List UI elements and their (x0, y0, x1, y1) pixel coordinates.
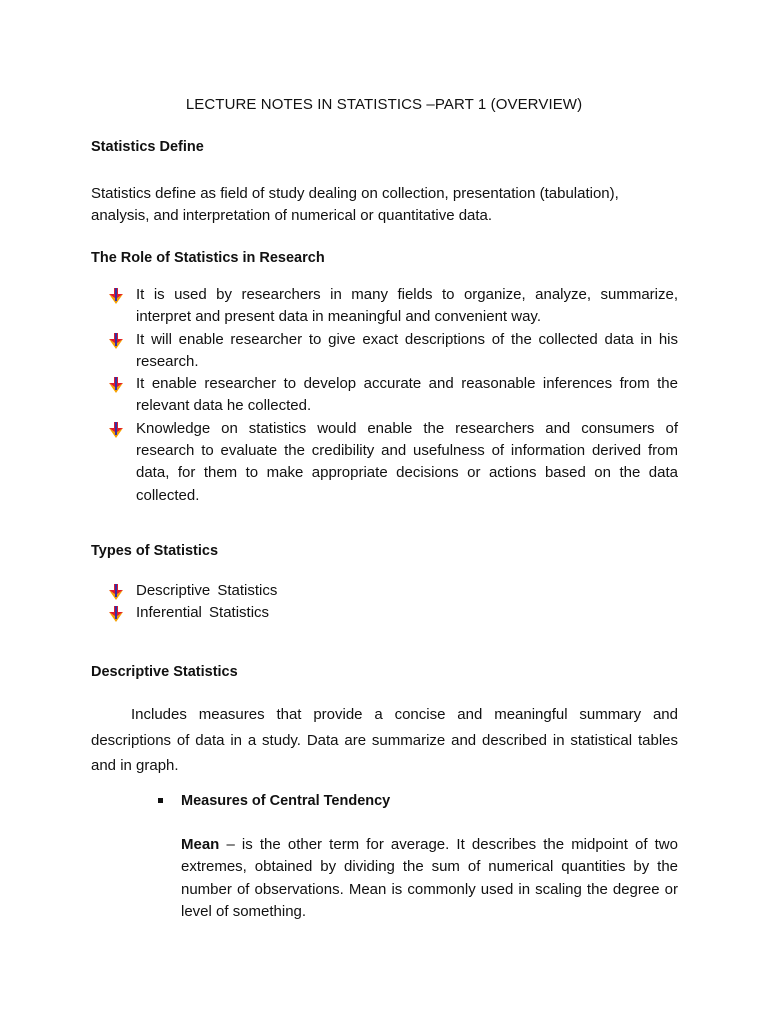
descriptive-paragraph: Includes measures that provide a concise and meaningful summary and descriptions of data in a study. Data are summarize and described in statistical tables and in graph. (91, 706, 678, 774)
arrow-bullet-icon (108, 606, 124, 622)
square-bullet-icon (158, 798, 163, 803)
list-item (108, 602, 678, 624)
list-item-text: It is used by researchers in many fields to organize, analyze, summarize, interpret and present data in meaningful and convenient way. (136, 286, 678, 326)
subheading-central-tendency: Measures of Central Tendency (181, 793, 391, 809)
heading-descriptive-statistics: Descriptive Statistics (91, 664, 238, 680)
page-title: LECTURE NOTES IN STATISTICS –PART 1 (OVERVIEW) (185, 96, 583, 113)
list-item-text: Descriptive Statistics (136, 582, 278, 599)
heading-role-of-statistics: The Role of Statistics in Research (91, 250, 325, 266)
list-item (108, 580, 678, 602)
list-item (108, 373, 678, 418)
arrow-bullet-icon (108, 333, 124, 349)
list-item (108, 418, 678, 507)
types-list (108, 580, 678, 625)
arrow-bullet-icon (108, 422, 124, 438)
mean-paragraph (181, 834, 678, 923)
arrow-bullet-icon (108, 377, 124, 393)
list-item-text: Knowledge on statistics would enable the researchers and consumers of research to evaluate the credibility and usefulness of information derived from data, for them to make appropriate decisions or actions based on the data collected. (136, 419, 678, 504)
list-item-text: It enable researcher to develop accurate and reasonable inferences from the relevant data he collected. (136, 375, 678, 415)
heading-types-of-statistics: Types of Statistics (91, 543, 219, 559)
list-item (108, 329, 678, 374)
definition-paragraph: Statistics define as field of study dealing on collection, presentation (tabulation), analysis, and interpretation of numerical or quantitative data. (91, 185, 619, 224)
arrow-bullet-icon (108, 288, 124, 304)
heading-statistics-define: Statistics Define (91, 139, 204, 155)
mean-term: Mean (181, 836, 220, 853)
list-item (108, 284, 678, 329)
arrow-bullet-icon (108, 584, 124, 600)
role-list (108, 284, 678, 507)
list-item-text: It will enable researcher to give exact descriptions of the collected data in his research. (136, 330, 678, 370)
mean-definition: – is the other term for average. It describes the midpoint of two extremes, obtained by dividing the sum of numerical quantities by the number of observations. Mean is commonly used in scaling the degree or level of something. (181, 836, 678, 920)
list-item-text: Inferential Statistics (136, 604, 270, 622)
